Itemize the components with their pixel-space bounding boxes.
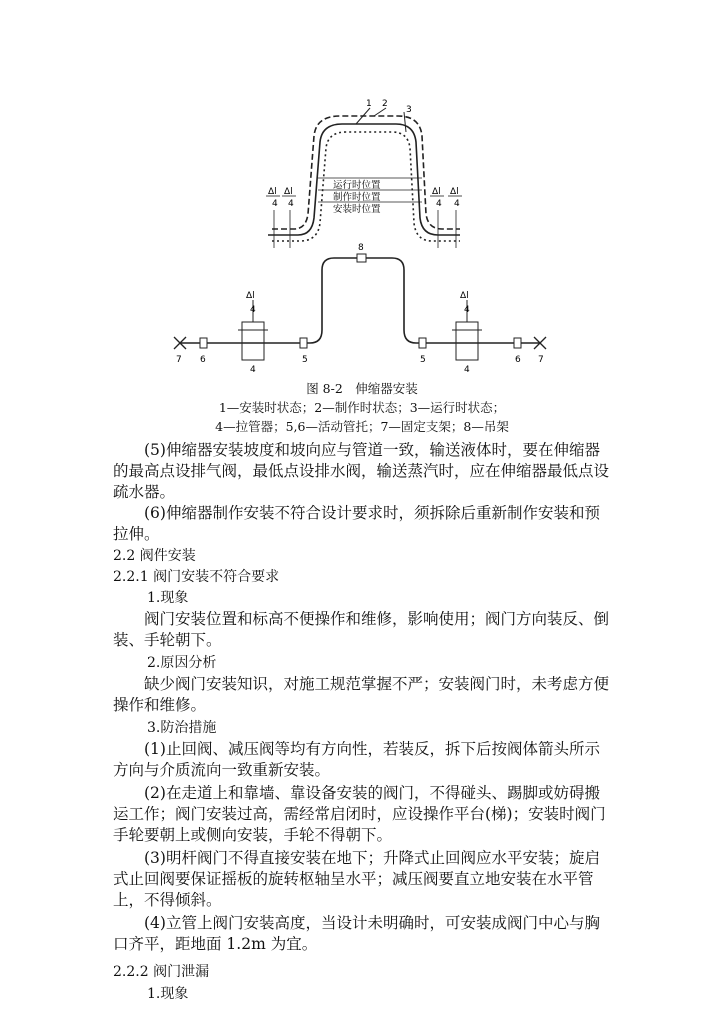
label-8: 8 — [358, 243, 364, 253]
state-making: 制作时位置 — [333, 192, 381, 203]
label-3: 3 — [406, 105, 412, 115]
heading-2-2-1: 2.2.1 阀门安装不符合要求 — [113, 569, 280, 585]
frac-ll-den: 4 — [250, 305, 256, 315]
support-5-left — [300, 338, 307, 348]
label-6-right: 6 — [515, 355, 521, 365]
measure-4: (4)立管上阀门安装高度，当设计未明确时，可安装成阀门中心与胸口齐平，距地面 1.2m 为宜。 — [113, 914, 600, 953]
frac-ul2-den: 4 — [288, 199, 294, 209]
phenomenon-text: 阀门安装位置和标高不便操作和维修，影响使用；阀门方向装反、倒装、手轮朝下。 — [113, 610, 610, 649]
measure-1: (1)止回阀、减压阀等均有方向性，若装反，拆下后按阀体箭头所示方向与介质流向一致重新安装。 — [113, 740, 600, 779]
support-5-right — [419, 338, 426, 348]
label-6-left: 6 — [200, 355, 206, 365]
figure-title: 图 8-2 伸缩器安装 — [306, 381, 418, 396]
label-5-left: 5 — [302, 355, 308, 365]
figure-legend-2: 4—拉管器；5,6—活动管托；7—固定支架；8—吊架 — [215, 419, 509, 434]
subheading-phenomenon: 1.现象 — [147, 590, 189, 606]
subheading-phenomenon-2: 1.现象 — [147, 986, 189, 1002]
frac-ul2-num: Δl — [284, 187, 293, 197]
cause-text: 缺少阀门安装知识，对施工规范掌握不严；安装阀门时，未考虑方便操作和维修。 — [113, 675, 610, 714]
frac-ur2-den: 4 — [454, 199, 460, 209]
label-2: 2 — [382, 99, 388, 109]
hanger-8 — [357, 254, 366, 262]
frac-ur1-num: Δl — [432, 187, 441, 197]
expansion-joint-diagram — [160, 90, 560, 380]
paragraph-6: (6)伸缩器制作安装不符合设计要求时，须拆除后重新制作安装和预拉伸。 — [113, 504, 600, 543]
puller-right — [456, 322, 478, 360]
paragraph-5: (5)伸缩器安装坡度和坡向应与管道一致，输送液体时，要在伸缩器的最高点设排气阀，最低点设排水阀，输送蒸汽时，应在伸缩器最低点设疏水器。 — [113, 441, 610, 501]
frac-ur2-num: Δl — [450, 187, 459, 197]
frac-ul1-den: 4 — [272, 199, 278, 209]
measure-3: (3)明杆阀门不得直接安装在地下；升降式止回阀应水平安装；旋启式止回阀要保证摇板的旋转枢轴呈水平；减压阀要直立地安装在水平管上，不得倾斜。 — [113, 849, 600, 909]
support-6-right — [514, 338, 521, 348]
support-6-left — [200, 338, 207, 348]
heading-2-2-2: 2.2.2 阀门泄漏 — [113, 964, 210, 980]
frac-ll-num: Δl — [246, 291, 255, 301]
label-4-left: 4 — [250, 365, 256, 375]
lower-pipeline — [180, 258, 540, 343]
frac-lr-den: 4 — [464, 305, 470, 315]
frac-ul1-num: Δl — [268, 187, 277, 197]
label-1: 1 — [366, 99, 372, 109]
state-running: 运行时位置 — [333, 180, 381, 191]
label-7-right: 7 — [538, 355, 544, 365]
puller-left — [242, 322, 264, 360]
state-install: 安装时位置 — [333, 204, 381, 215]
frac-lr-num: Δl — [460, 291, 469, 301]
measure-2: (2)在走道上和靠墙、靠设备安装的阀门，不得碰头、踢脚或妨碍搬运工作；阀门安装过高，需经常启闭时，应设操作平台(梯)；安装时阀门手轮要朝上或侧向安装，手轮不得朝下。 — [113, 784, 606, 844]
heading-2-2: 2.2 阀件安装 — [113, 548, 196, 564]
label-7-left: 7 — [176, 355, 182, 365]
subheading-cause: 2.原因分析 — [147, 655, 217, 671]
subheading-measures: 3.防治措施 — [147, 720, 217, 736]
frac-ur1-den: 4 — [436, 199, 442, 209]
figure-legend-1: 1—安装时状态；2—制作时状态；3—运行时状态； — [218, 400, 506, 415]
label-4-right: 4 — [464, 365, 470, 375]
label-5-right: 5 — [420, 355, 426, 365]
